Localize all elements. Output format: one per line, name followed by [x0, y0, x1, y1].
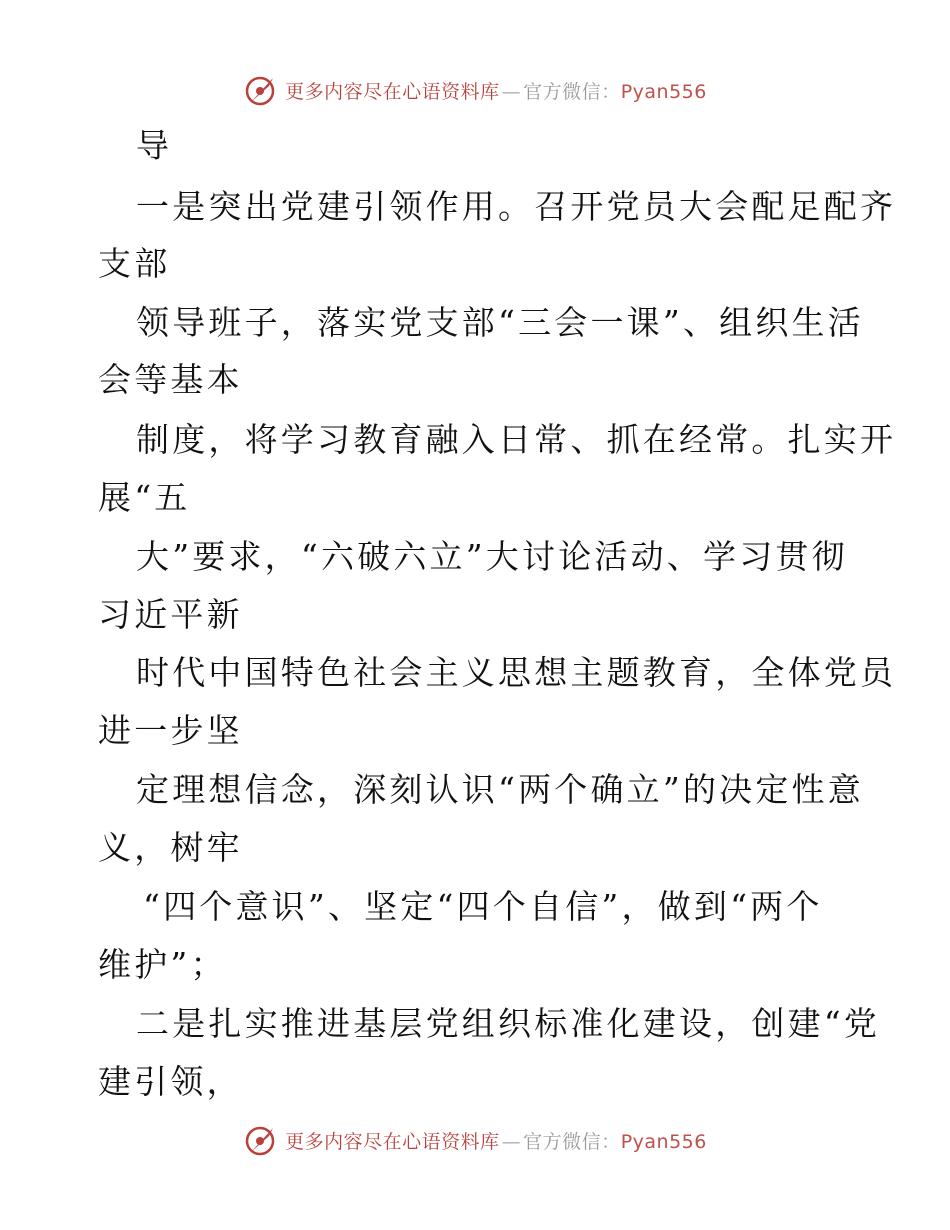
text-line: 领导班子，落实党支部“三会一课”、组织生活 [136, 303, 864, 342]
text-line: 建引领， [98, 1062, 243, 1101]
banner-dash: — [501, 1130, 522, 1153]
banner-brand: 更多内容尽在心语资料库 [285, 80, 500, 103]
quill-logo-icon [243, 1122, 279, 1158]
banner-text [285, 1127, 707, 1154]
text-line: 展“五 [98, 478, 191, 517]
text-line: 一是突出党建引领作用。召开党员大会配足配齐 [136, 187, 897, 226]
text-line: “四个意识”、坚定“四个自信”，做到“两个 [143, 887, 823, 926]
text-line: 会等基本 [98, 360, 243, 399]
banner-wechat-id: Pyan556 [620, 80, 707, 103]
text-line: 进一步坚 [98, 711, 243, 750]
text-line: 维护”； [98, 945, 227, 984]
text-line: 定理想信念，深刻认识“两个确立”的决定性意 [136, 770, 864, 809]
text-line: 时代中国特色社会主义思想主题教育，全体党员 [136, 653, 897, 692]
quill-logo-icon [243, 72, 279, 108]
text-line: 制度，将学习教育融入日常、抓在经常。扎实开 [136, 420, 897, 459]
text-line: 导 [136, 126, 173, 165]
header-banner [0, 70, 950, 110]
banner-wechat-label: 官方微信： [523, 80, 621, 103]
banner-wechat-label: 官方微信： [523, 1130, 621, 1153]
text-line: 习近平新 [98, 595, 243, 634]
text-line: 义，树牢 [98, 828, 243, 867]
banner-wechat-id: Pyan556 [620, 1130, 707, 1153]
text-line: 大”要求，“六破六立”大讨论活动、学习贯彻 [136, 537, 848, 576]
banner-text [285, 77, 707, 104]
footer-banner [0, 1120, 950, 1160]
text-line: 二是扎实推进基层党组织标准化建设，创建“党 [136, 1004, 881, 1043]
text-line: 支部 [98, 244, 171, 283]
banner-brand: 更多内容尽在心语资料库 [285, 1130, 500, 1153]
banner-dash: — [501, 80, 522, 103]
